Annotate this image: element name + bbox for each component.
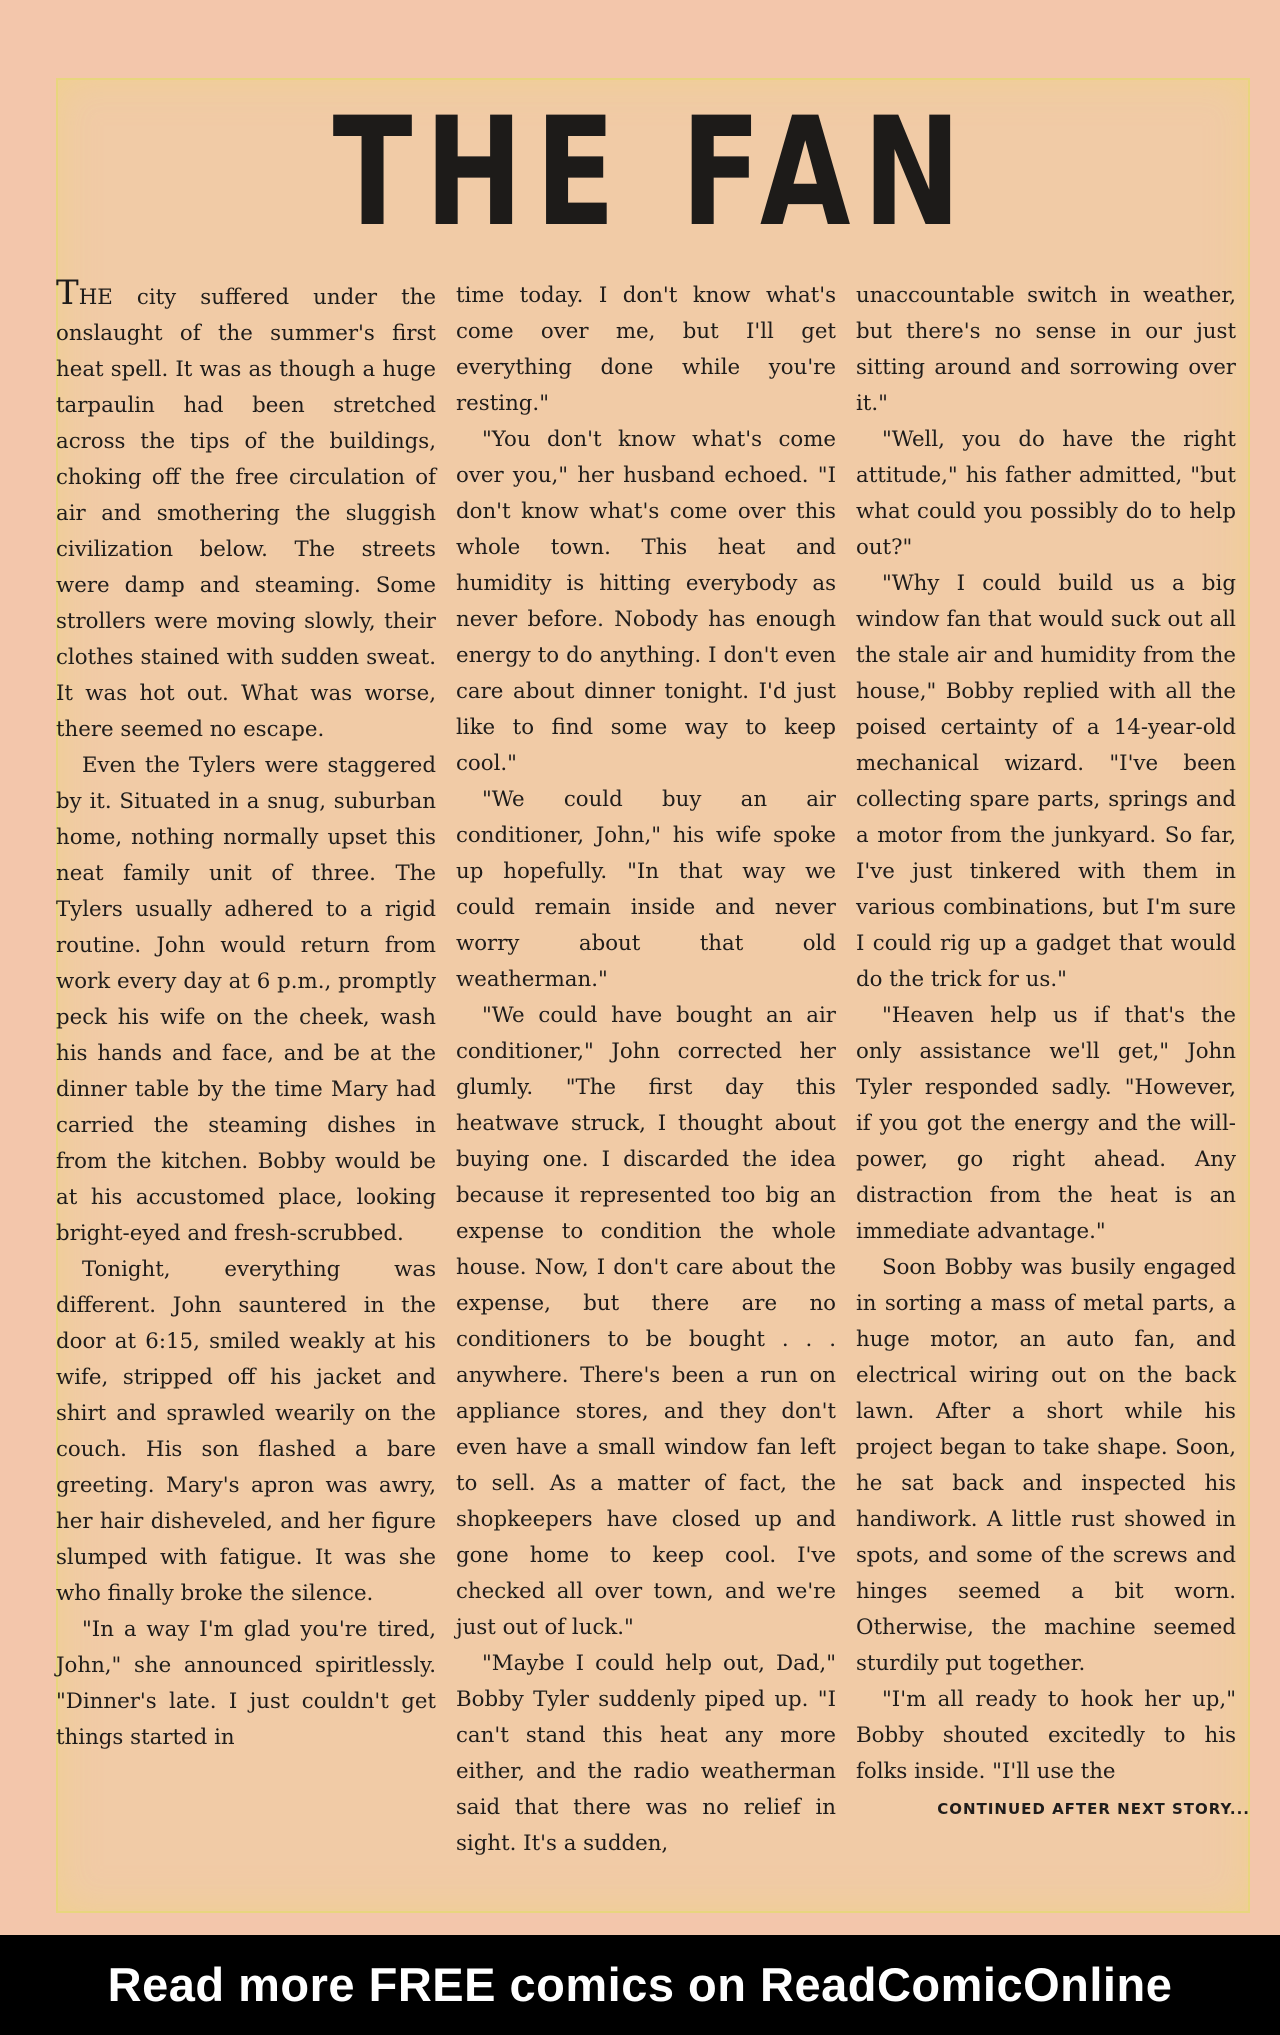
paragraph: "You don't know what's come over you," her husband echoed. "I don't know what's come over this whole town. This heat and humidity is hitting everybody as never before. Nobody has enough energy to do anything. I don't even care about dinner tonight. I'd just like to find some way to keep cool."	[456, 427, 836, 776]
paragraph: unaccountable switch in weather, but there's no sense in our just sitting around and sorrowing over it."	[856, 283, 1236, 416]
paragraph: "Heaven help us if that's the only assistance we'll get," John Tyler responded sadly. "However, if you got the energy and the will-power, go right ahead. Any distraction from the heat is an immediate advantage."	[856, 1003, 1236, 1244]
text-story-panel	[56, 78, 1250, 1913]
text-column-2	[456, 278, 836, 1878]
paragraph: "Maybe I could help out, Dad," Bobby Tyler suddenly piped up. "I can't stand this heat any more either, and the radio weatherman said that there was no relief in sight. It's a sudden,	[456, 1651, 836, 1856]
paragraph: "I'm all ready to hook her up," Bobby shouted excitedly to his folks inside. "I'll use the	[856, 1687, 1236, 1784]
text-column-1	[56, 273, 436, 1878]
continued-note: CONTINUED AFTER NEXT STORY...	[937, 1800, 1250, 1818]
story-columns	[56, 273, 1250, 1888]
drop-cap: T	[56, 273, 79, 313]
story-title: THE FAN	[332, 86, 974, 260]
paragraph: Even the Tylers were staggered by it. Situated in a snug, suburban home, nothing normally upset this neat family unit of three. The Tylers usually adhered to a rigid routine. John would return from work every day at 6 p.m., promptly peck his wife on the cheek, wash his hands and face, and be at the dinner table by the time Mary had carried the steaming dishes in from the kitchen. Bobby would be at his accustomed place, looking bright-eyed and fresh-scrubbed.	[56, 753, 436, 1246]
paragraph: "We could have bought an air conditioner," John corrected her glumly. "The first day this heatwave struck, I thought about buying one. I discarded the idea because it represented too big an expense to condition the whole house. Now, I don't care about the expense, but there are no conditioners to be bought . . . anywhere. There's been a run on appliance stores, and they don't even have a small window fan left to sell. As a matter of fact, the shopkeepers have closed up and gone home to keep cool. I've checked all over town, and we're just out of luck."	[456, 1003, 836, 1640]
text-column-3	[856, 278, 1236, 1878]
promo-banner[interactable]: Read more FREE comics on ReadComicOnline	[0, 1935, 1280, 2035]
paragraph: Soon Bobby was busily engaged in sorting a mass of metal parts, a huge motor, an auto fan, and electrical wiring out on the back lawn. After a short while his project began to take shape. Soon, he sat back and inspected his handiwork. A little rust showed in spots, and some of the screws and hinges seemed a bit worn. Otherwise, the machine seemed sturdily put together.	[856, 1255, 1236, 1676]
paragraph: "In a way I'm glad you're tired, John," she announced spiritlessly. "Dinner's late. I just couldn't get things started in	[56, 1617, 436, 1750]
paragraph: "Why I could build us a big window fan that would suck out all the stale air and humidity from the house," Bobby replied with all the poised certainty of a 14-year-old mechanical wizard. "I've been collecting spare parts, springs and a motor from the junkyard. So far, I've just tinkered with them in various combinations, but I'm sure I could rig up a gadget that would do the trick for us."	[856, 571, 1236, 992]
paragraph: THE city suffered under the onslaught of the summer's first heat spell. It was as though a huge tarpaulin had been stretched across the tips of the buildings, choking off the free circulation of air and smothering the sluggish civilization below. The streets were damp and steaming. Some strollers were moving slowly, their clothes stained with sudden sweat. It was hot out. What was worse, there seemed no escape.	[56, 273, 436, 742]
paragraph: "We could buy an air conditioner, John," his wife spoke up hopefully. "In that way we could remain inside and never worry about that old weatherman."	[456, 787, 836, 992]
paragraph: time today. I don't know what's come over me, but I'll get everything done while you're resting."	[456, 283, 836, 416]
paragraph: "Well, you do have the right attitude," his father admitted, "but what could you possibly do to help out?"	[856, 427, 1236, 560]
paragraph: Tonight, everything was different. John sauntered in the door at 6:15, smiled weakly at his wife, stripped off his jacket and shirt and sprawled wearily on the couch. His son flashed a bare greeting. Mary's apron was awry, her hair disheveled, and her figure slumped with fatigue. It was she who finally broke the silence.	[56, 1257, 436, 1606]
